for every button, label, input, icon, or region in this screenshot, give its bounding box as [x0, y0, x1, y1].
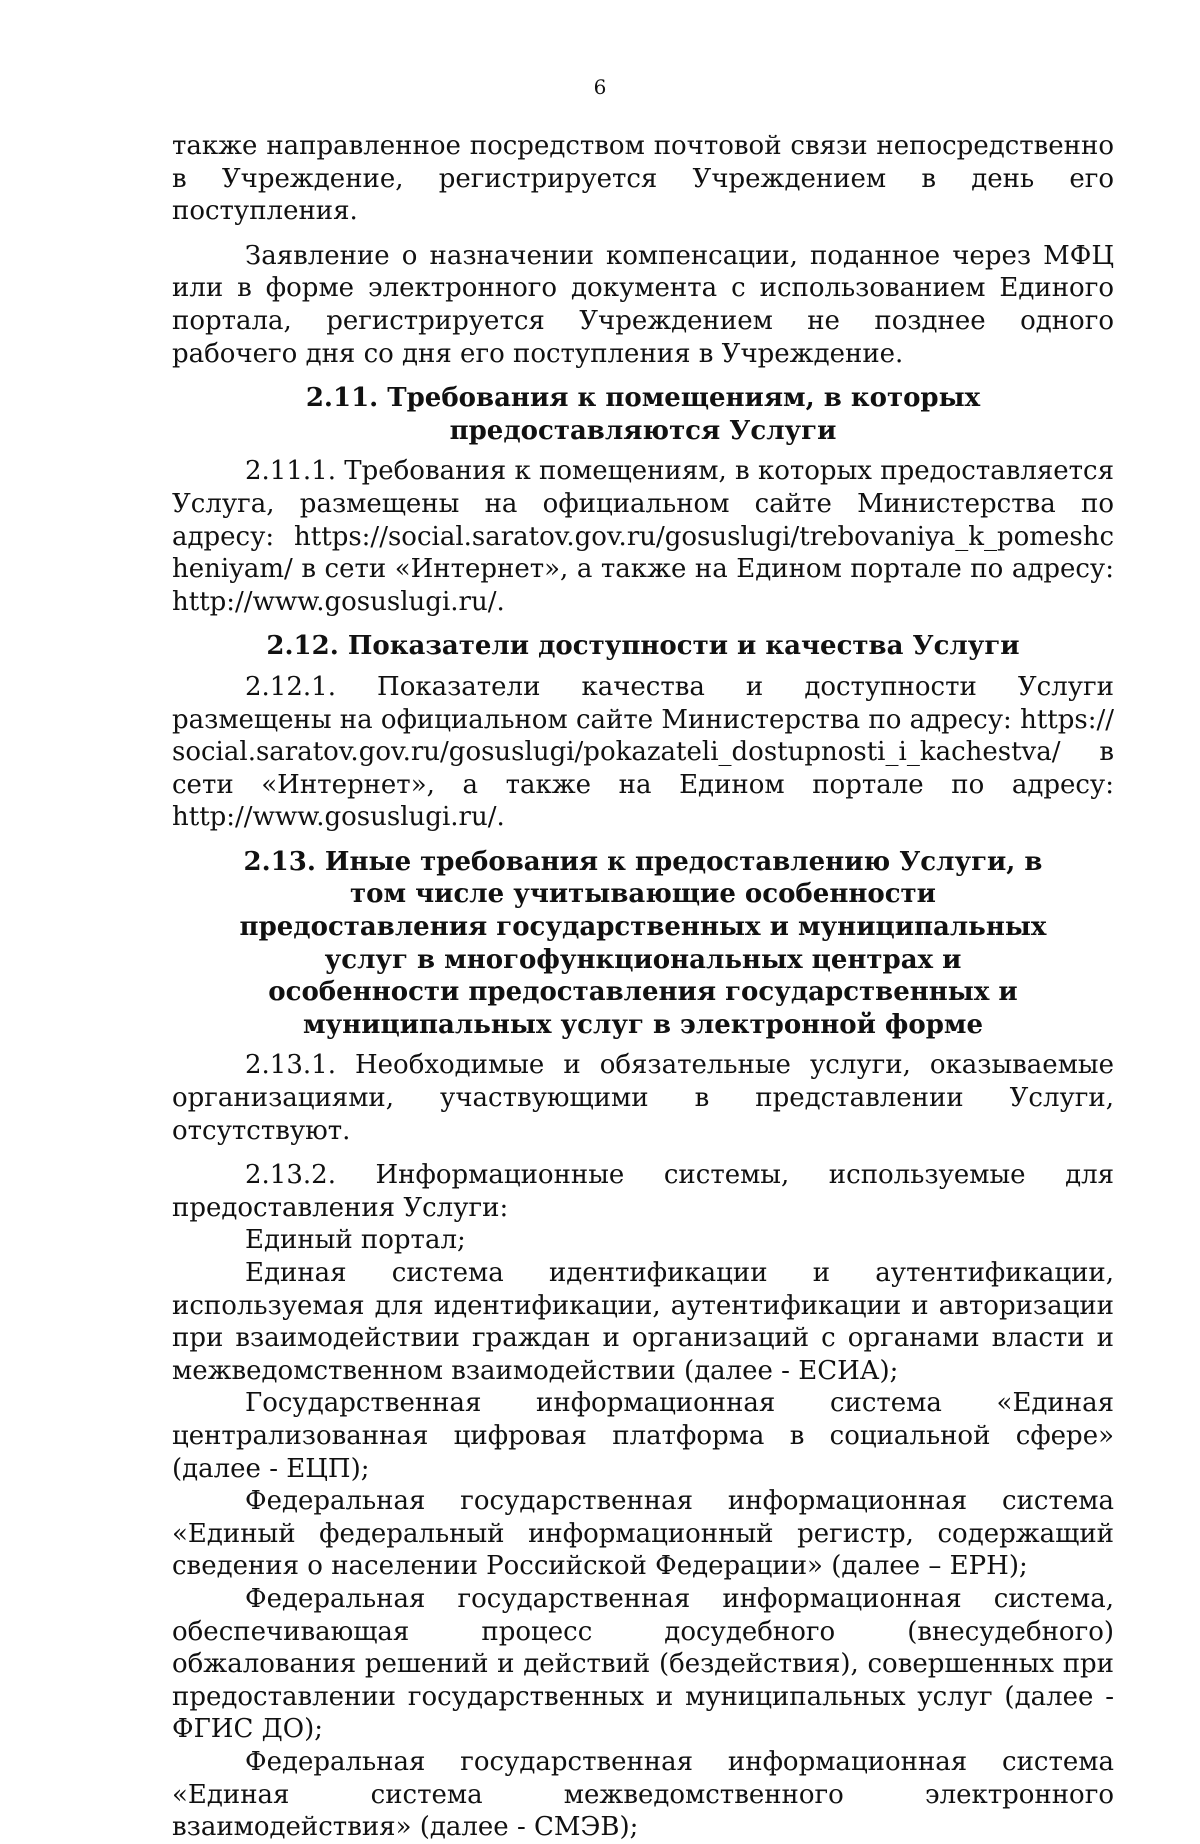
- paragraph-2-11-1: [172, 455, 1114, 618]
- list-item: Единый портал;: [245, 1225, 466, 1256]
- document-body: [172, 130, 1114, 1844]
- list-item: Федеральная государственная информационная система, обеспечивающая процесс досудебного (внесудебного) обжалования решений и действий (бездействия), совершенных при предоставлении государственных и муниципальных услуг (далее - ФГИС ДО);: [172, 1583, 1114, 1745]
- list-item: Федеральная государственная информационная система «Единая система межведомственного электронного взаимодействия» (далее - СМЭВ);: [172, 1746, 1114, 1843]
- paragraph-2-13-2: 2.13.2. Информационные системы, используемые для предоставления Услуги:: [172, 1160, 1114, 1223]
- section-heading-2-13: 2.13. Иные требования к предоставлению Услуги, в том числе учитывающие особенности предоставления государственных и муниципальных услуг в многофункциональных центрах и особенности предоставления государственных и муниципальных услуг в электронной форме: [239, 846, 1047, 1040]
- list-item: Государственная информационная система «Единая централизованная цифровая платформа в социальной сфере» (далее - ЕЦП);: [172, 1388, 1114, 1484]
- paragraph-2-11-1-tail: в сети «Интернет», а также на Едином портале по адресу: http://www.gosuslugi.ru/.: [172, 554, 1114, 617]
- list-item: Федеральная государственная информационная система «Единый федеральный информационный регистр, содержащий сведения о населении Российской Федерации» (далее – ЕРН);: [172, 1486, 1114, 1582]
- quality-indicators-url: https://social.saratov.gov.ru/gosuslugi/pokazateli_dostupnosti_i_kachestva/: [172, 704, 1115, 768]
- paragraph-continued: также направленное посредством почтовой связи непосредственно в Учреждение, регистрируется Учреждением в день его поступления.: [172, 131, 1114, 227]
- section-heading-2-12: 2.12. Показатели доступности и качества Услуги: [266, 631, 1020, 662]
- section-heading-2-11: 2.11. Требования к помещениям, в которых предоставляются Услуги: [305, 383, 981, 446]
- list-item: Единая система идентификации и аутентификации, используемая для идентификации, аутентификации и авторизации при взаимодействии граждан и организаций с органами власти и межведомственном взаимодействии (далее - ЕСИА);: [172, 1258, 1114, 1386]
- paragraph-2-12-1: [172, 671, 1114, 834]
- page-number: 6: [593, 75, 607, 99]
- paragraph-registration: Заявление о назначении компенсации, поданное через МФЦ или в форме электронного документа с использованием Единого портала, регистрируется Учреждением не позднее одного рабочего дня со дня его поступления в Учреждение.: [172, 240, 1114, 369]
- paragraph-2-12-1-tail: в сети «Интернет», а также на Едином портале по адресу: http://www.gosuslugi.ru/.: [172, 737, 1114, 833]
- paragraph-2-13-1: 2.13.1. Необходимые и обязательные услуги, оказываемые организациями, участвующими в представлении Услуги, отсутствуют.: [172, 1050, 1114, 1146]
- paragraph-2-12-1-text: 2.12.1. Показатели качества и доступности Услуги размещены на официальном сайте Министерства по адресу:: [172, 671, 1114, 735]
- premises-requirements-url: https://social.saratov.gov.ru/gosuslugi/trebovaniya_k_pomeshcheniyam/: [172, 521, 1114, 585]
- paragraph-2-11-1-text: 2.11.1. Требования к помещениям, в которых предоставляется Услуга, размещены на официальном сайте Министерства по адресу:: [172, 456, 1114, 552]
